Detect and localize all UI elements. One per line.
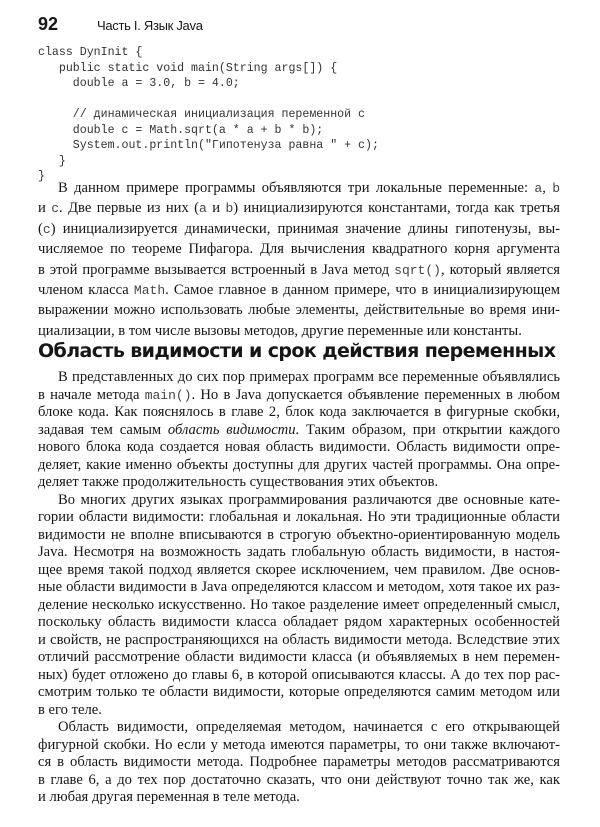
text-run: членом класса bbox=[38, 281, 134, 298]
text-run: деление несколько искусственно. Но такое разделение имеет определенный смысл, bbox=[38, 596, 560, 613]
text-run: , который является bbox=[440, 261, 560, 278]
inline-code: c bbox=[51, 201, 60, 217]
text-run: выражении можно использовать любые элементы, действительные во время ини- bbox=[38, 302, 560, 319]
text-line bbox=[38, 719, 560, 737]
inline-code: b bbox=[552, 181, 560, 196]
text-line bbox=[38, 260, 560, 280]
text-run: ) инициализируются константами, тогда как третья bbox=[233, 200, 560, 217]
text-run: . Две первые из них ( bbox=[59, 200, 200, 217]
inline-code: Math bbox=[133, 282, 166, 298]
text-run: В данном примере программы объявляются три локальные переменные: bbox=[58, 180, 535, 196]
text-run: , bbox=[542, 180, 553, 196]
text-line bbox=[38, 198, 560, 218]
text-run: ных) будет отложено до главы 6, в которой описываются классы. А до тех пор рас- bbox=[38, 666, 560, 683]
text-line bbox=[38, 632, 560, 650]
text-line bbox=[38, 239, 560, 259]
text-run: и bbox=[38, 200, 52, 217]
text-run: в начале метода bbox=[38, 386, 145, 403]
text-line bbox=[38, 492, 560, 510]
text-run: деляет также продолжительность существования этих объектов. bbox=[38, 474, 439, 490]
inline-code: c bbox=[42, 221, 51, 237]
text-line bbox=[38, 300, 560, 320]
text-run: ные области видимости в Java определяются классом и методом, хотя такое их раз- bbox=[38, 579, 560, 595]
text-run: смотрим только те области видимости, которые определяются самим методом или bbox=[38, 684, 560, 700]
text-line bbox=[38, 280, 560, 300]
paragraph-dyninit-explanation bbox=[38, 178, 560, 341]
text-run: циализации, в том числе вызовы методов, другие переменные или константы. bbox=[38, 322, 522, 339]
text-line bbox=[38, 562, 560, 580]
text-run: в его теле. bbox=[38, 701, 102, 718]
text-run: блоке кода. Как пояснялось в главе 2, блок кода заключается в фигурные скобки, bbox=[38, 404, 560, 420]
text-run: ся в область видимости метода. Подробнее параметры методов рассматриваются bbox=[38, 754, 560, 770]
text-run: нового блока кода создается новая область видимости. Область видимости опре- bbox=[38, 439, 560, 455]
text-line bbox=[38, 387, 560, 405]
text-line bbox=[38, 509, 560, 527]
code-line: double c = Math.sqrt(a * a + b * b); bbox=[38, 123, 324, 137]
code-line: } bbox=[38, 154, 66, 168]
text-line bbox=[38, 614, 560, 632]
text-run: деляет, какие именно объекты доступны для других частей программы. Она опре- bbox=[38, 456, 560, 473]
text-run: Java. Несмотря на возможность задать глобальную область видимости, в настоя- bbox=[38, 544, 560, 560]
code-line: class DynInit { bbox=[38, 46, 143, 59]
text-run: щее время такой подход является скорее исключением, чем правилом. Две основ- bbox=[38, 561, 560, 578]
text-line bbox=[38, 789, 560, 807]
text-run: числяемое по теореме Пифагора. Для вычисления квадратного корня аргумента bbox=[38, 241, 560, 258]
text-line bbox=[38, 404, 560, 422]
code-line: public static void main(String args[]) { bbox=[38, 61, 338, 75]
text-line bbox=[38, 754, 560, 772]
text-line bbox=[38, 474, 560, 492]
text-line bbox=[38, 772, 560, 790]
code-line: System.out.println("Гипотенуза равна " + c); bbox=[38, 139, 379, 152]
page-number: 92 bbox=[38, 14, 59, 34]
code-line: double a = 3.0, b = 4.0; bbox=[38, 77, 240, 90]
text-line bbox=[38, 737, 560, 755]
text-run: гории области видимости: глобальная и локальная. Но эти традиционные области bbox=[38, 509, 560, 525]
page-header bbox=[38, 14, 203, 36]
text-run: . Но в Java допускается объявление переменных в любом bbox=[191, 386, 560, 403]
running-title: Часть I. Язык Java bbox=[97, 18, 203, 33]
text-run: и bbox=[206, 200, 226, 217]
text-line bbox=[38, 369, 560, 387]
inline-code: a bbox=[199, 201, 207, 217]
text-line bbox=[38, 597, 560, 615]
text-line bbox=[38, 544, 560, 562]
text-run: Во многих других языках программирования различаются две основные кате- bbox=[58, 491, 560, 508]
text-run: и любая другая переменная в теле метода. bbox=[38, 789, 300, 805]
text-run: . Самое главное в данном примере, что в инициализирующем bbox=[165, 281, 560, 298]
text-line bbox=[38, 649, 560, 667]
text-line bbox=[38, 439, 560, 457]
section-heading: Область видимости и срок действия переменных bbox=[38, 340, 556, 362]
inline-code: sqrt() bbox=[394, 262, 441, 278]
text-run: и свойств, не распространяющихся на область видимости метода. Вследствие этих bbox=[38, 631, 560, 648]
inline-code: a bbox=[534, 181, 543, 196]
inline-code: main() bbox=[144, 387, 192, 403]
section-body bbox=[38, 369, 560, 807]
code-line bbox=[38, 92, 379, 108]
text-run: отличий рассмотрение области видимости класса (и объявляемых в нем перемен- bbox=[38, 649, 560, 665]
code-listing bbox=[38, 45, 379, 185]
text-line bbox=[38, 219, 560, 239]
text-line bbox=[38, 684, 560, 702]
text-line bbox=[38, 422, 560, 440]
text-line bbox=[38, 527, 560, 545]
text-line bbox=[38, 178, 560, 198]
text-run: . Таким образом, при открытии каждого bbox=[295, 421, 560, 438]
text-run: задавая тем самым bbox=[38, 421, 168, 438]
code-line: } bbox=[38, 170, 45, 183]
text-run: фигурной скобки. Но если у метода имеются параметры, то они также включают- bbox=[38, 736, 560, 753]
text-run: В представленных до сих пор примерах программ все переменные объявлялись bbox=[58, 369, 560, 385]
text-run: в главе 6, а до тех пор достаточно сказать, что они действуют точно так же, как bbox=[38, 771, 560, 788]
text-run: видимости не вполне вписываются в строгую объектно-ориентированную модель bbox=[38, 526, 560, 543]
text-run: Область видимости, определяемая методом, начинается с его открывающей bbox=[58, 719, 560, 735]
inline-code: b bbox=[225, 201, 234, 217]
text-run: в этой программе вызывается встроенный в Java метод bbox=[38, 261, 395, 278]
text-line bbox=[38, 457, 560, 475]
text-line bbox=[38, 667, 560, 685]
text-line bbox=[38, 321, 560, 341]
code-line: // динамическая инициализация переменной c bbox=[38, 108, 365, 121]
italic-term: область видимости bbox=[167, 421, 296, 438]
text-line bbox=[38, 579, 560, 597]
text-line bbox=[38, 702, 560, 720]
text-run: ) инициализируется динамически, принимая значение длины гипотенузы, вы- bbox=[50, 220, 560, 237]
text-run: поскольку область видимости класса обладает рядом характерных особенностей bbox=[38, 614, 560, 630]
text-run: ( bbox=[38, 220, 43, 237]
